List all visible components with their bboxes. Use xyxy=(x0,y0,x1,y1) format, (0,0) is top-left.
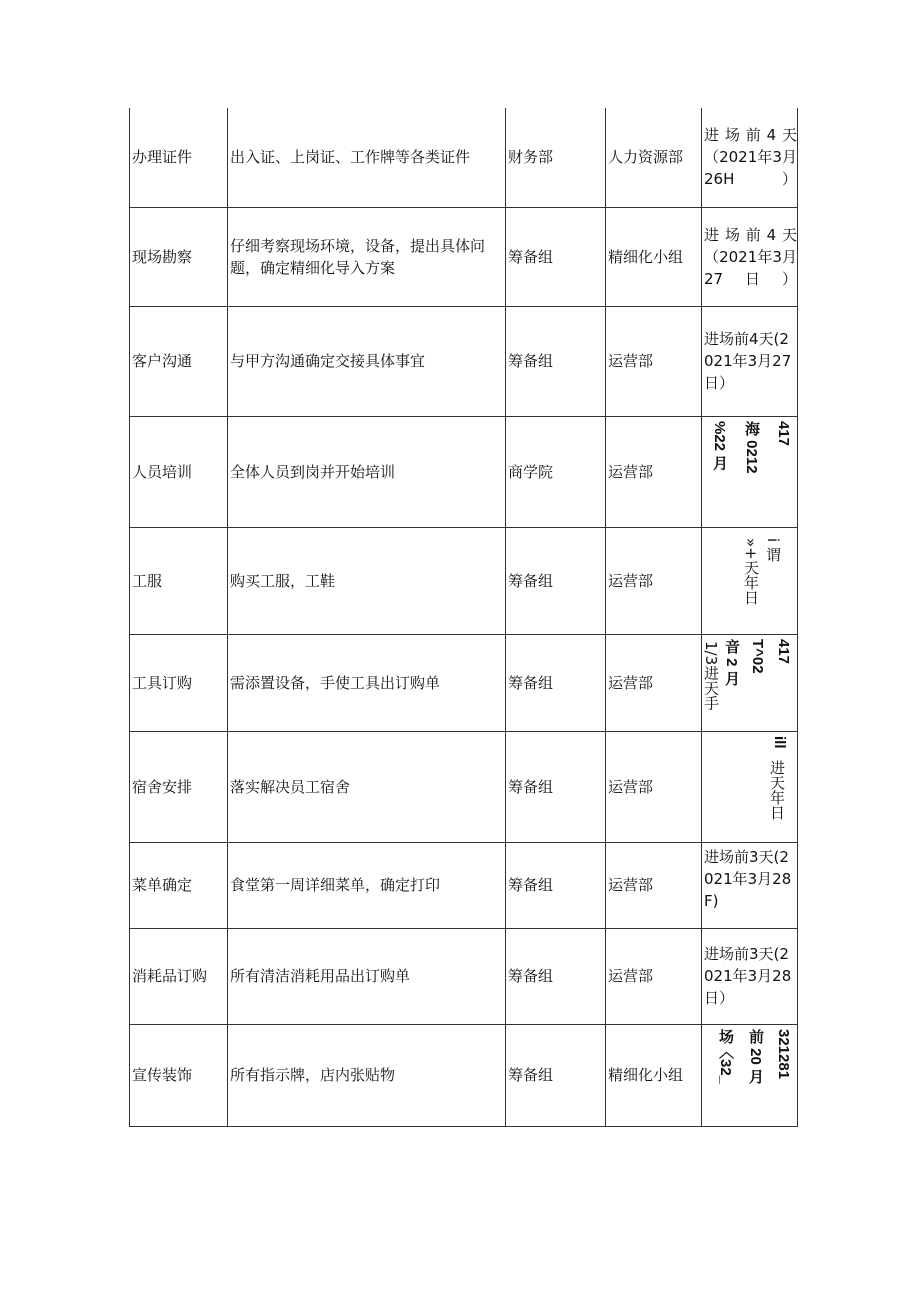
time-cell xyxy=(702,207,798,306)
time-fragment: 417 xyxy=(775,421,792,447)
lead-dept-cell: 筹备组 xyxy=(506,842,606,928)
description-cell: 落实解决员工宿舍 xyxy=(228,731,506,842)
time-fragment: 海 0212 xyxy=(743,421,760,474)
coop-dept-cell: 运营部 xyxy=(606,928,702,1024)
coop-dept-cell: 运营部 xyxy=(606,634,702,731)
lead-dept-cell: 财务部 xyxy=(506,108,606,207)
time-fragment: 进天年日 xyxy=(768,760,786,820)
time-text: 进场前3天(2021年3月28 F) xyxy=(704,847,792,910)
time-cell xyxy=(702,416,798,527)
task-cell: 菜单确定 xyxy=(130,842,228,928)
task-cell: 办理证件 xyxy=(130,108,228,207)
lead-dept-cell: 筹备组 xyxy=(506,634,606,731)
description-cell: 出入证、上岗证、工作牌等各类证件 xyxy=(228,108,506,207)
task-cell: 工具订购 xyxy=(130,634,228,731)
coop-dept-cell: 精细化小组 xyxy=(606,1024,702,1126)
coop-dept-cell: 运营部 xyxy=(606,731,702,842)
time-text: 进场前4天(2021年3月27日） xyxy=(704,330,792,392)
table-row xyxy=(130,634,798,731)
description-cell: 全体人员到岗并开始培训 xyxy=(228,416,506,527)
task-cell: 消耗品订购 xyxy=(130,928,228,1024)
table-row xyxy=(130,527,798,634)
time-fragment: 音 2 月 xyxy=(723,639,740,686)
description-cell: 所有清洁消耗用品出订购单 xyxy=(228,928,506,1024)
coop-dept-cell: 运营部 xyxy=(606,306,702,416)
time-fragment: 场〈32_ xyxy=(717,1029,734,1085)
time-text: 进场前4天（2021年3月26H） xyxy=(704,126,797,189)
time-cell xyxy=(702,634,798,731)
lead-dept-cell: 筹备组 xyxy=(506,207,606,306)
lead-dept-cell: 筹备组 xyxy=(506,306,606,416)
lead-dept-cell: 筹备组 xyxy=(506,1024,606,1126)
lead-dept-cell: 筹备组 xyxy=(506,527,606,634)
coop-dept-cell: 人力资源部 xyxy=(606,108,702,207)
table-row xyxy=(130,1024,798,1126)
task-cell: 宿舍安排 xyxy=(130,731,228,842)
time-cell xyxy=(702,842,798,928)
description-cell: 食堂第一周详细菜单，确定打印 xyxy=(228,842,506,928)
preparation-schedule-table xyxy=(129,108,798,1127)
description-cell: 购买工服，工鞋 xyxy=(228,527,506,634)
lead-dept-cell: 筹备组 xyxy=(506,928,606,1024)
time-cell xyxy=(702,731,798,842)
table-row xyxy=(130,416,798,527)
description-cell: 需添置设备，手使工具出订购单 xyxy=(228,634,506,731)
time-fragment: 前 20 月 xyxy=(747,1029,764,1085)
coop-dept-cell: 精细化小组 xyxy=(606,207,702,306)
table-row xyxy=(130,108,798,207)
description-cell: 所有指示牌，店内张贴物 xyxy=(228,1024,506,1126)
task-cell: 宣传装饰 xyxy=(130,1024,228,1126)
lead-dept-cell: 筹备组 xyxy=(506,731,606,842)
time-cell xyxy=(702,527,798,634)
time-fragment: i 谓 xyxy=(764,538,782,562)
table-row xyxy=(130,842,798,928)
coop-dept-cell: 运营部 xyxy=(606,842,702,928)
coop-dept-cell: 运营部 xyxy=(606,527,702,634)
time-text: 进场前3天(2021年3月28日） xyxy=(704,945,792,1007)
time-fragment: %22 月 xyxy=(711,421,728,471)
time-fragment: 321281 xyxy=(775,1029,792,1080)
task-cell: 客户沟通 xyxy=(130,306,228,416)
table-row xyxy=(130,207,798,306)
time-fragment: »+天年日 xyxy=(742,538,760,605)
time-fragment: 417 xyxy=(775,639,792,665)
time-text: 进场前4天（2021年3月27日） xyxy=(704,225,797,288)
table-row xyxy=(130,731,798,842)
time-fragment: ill xyxy=(771,736,788,749)
time-cell xyxy=(702,928,798,1024)
task-cell: 现场勘察 xyxy=(130,207,228,306)
table-row xyxy=(130,928,798,1024)
time-cell xyxy=(702,108,798,207)
task-cell: 人员培训 xyxy=(130,416,228,527)
description-cell: 与甲方沟通确定交接具体事宜 xyxy=(228,306,506,416)
time-fragment: 1/3进天手 xyxy=(702,641,720,711)
description-cell: 仔细考察现场环境，设备，提出具体问题，确定精细化导入方案 xyxy=(228,207,506,306)
time-cell xyxy=(702,1024,798,1126)
task-cell: 工服 xyxy=(130,527,228,634)
lead-dept-cell: 商学院 xyxy=(506,416,606,527)
coop-dept-cell: 运营部 xyxy=(606,416,702,527)
time-fragment: T^02 xyxy=(749,639,766,674)
table-row xyxy=(130,306,798,416)
time-cell xyxy=(702,306,798,416)
